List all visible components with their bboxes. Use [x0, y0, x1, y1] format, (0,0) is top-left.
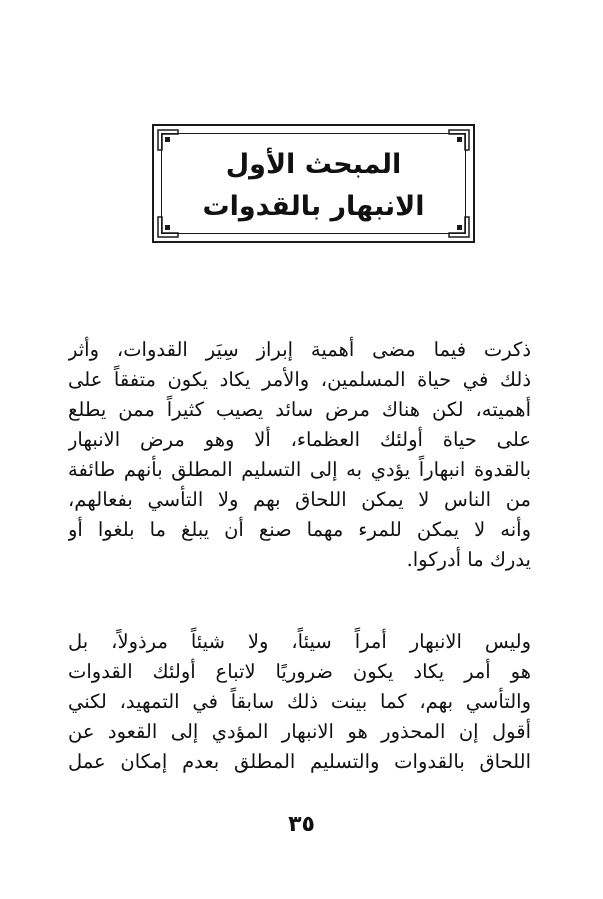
chapter-heading: [184, 144, 443, 228]
text-line: بالقدوة انبهاراً يؤدي به إلى التسليم المطلق بأنهم طائفة: [68, 458, 531, 481]
paragraph-1: [68, 335, 531, 575]
corner-ornament-icon: [448, 216, 470, 238]
text-line: يدرك ما أدركوا.: [406, 548, 531, 571]
text-line: هو أمر يكاد يكون ضروريًا لاتباع أولئك القدوات: [68, 660, 531, 683]
text-line: وأنه لا يمكن للمرء مهما صنع أن يبلغ ما بلغوا أو: [68, 518, 531, 541]
chapter-heading-line-2: الانبهار بالقدوات: [202, 191, 425, 222]
text-line: ذكرت فيما مضى أهمية إبراز سِيَر القدوات، وأثر: [68, 338, 531, 361]
chapter-title-frame: [152, 124, 475, 243]
paragraph-2: [68, 627, 531, 777]
text-line: والتأسي بهم، كما بينت ذلك سابقاً في التمهيد، لكني: [68, 690, 531, 713]
text-line: اللحاق بالقدوات والتسليم المطلق بعدم إمكان عمل: [68, 750, 531, 773]
text-line: أقول إن المحذور هو الانبهار المؤدي إلى القعود عن: [68, 720, 531, 743]
chapter-heading-line-1: المبحث الأول: [225, 149, 402, 180]
corner-ornament-icon: [448, 129, 470, 151]
text-line: وليس الانبهار أمراً سيئاً، ولا شيئاً مرذولاً، بل: [68, 630, 531, 653]
text-line: ذلك في حياة المسلمين، والأمر يكاد يكون متفقاً على: [68, 368, 531, 391]
text-line: أهميته، لكن هناك مرض سائد يصيب كثيراً ممن يطلع: [68, 398, 531, 421]
corner-ornament-icon: [157, 129, 179, 151]
page-number: ٣٥: [288, 812, 315, 837]
text-line: على حياة أولئك العظماء، ألا وهو مرض الانبهار: [68, 428, 531, 451]
text-line: من الناس لا يمكن اللحاق بهم ولا التأسي بفعالهم،: [68, 488, 531, 511]
corner-ornament-icon: [157, 216, 179, 238]
